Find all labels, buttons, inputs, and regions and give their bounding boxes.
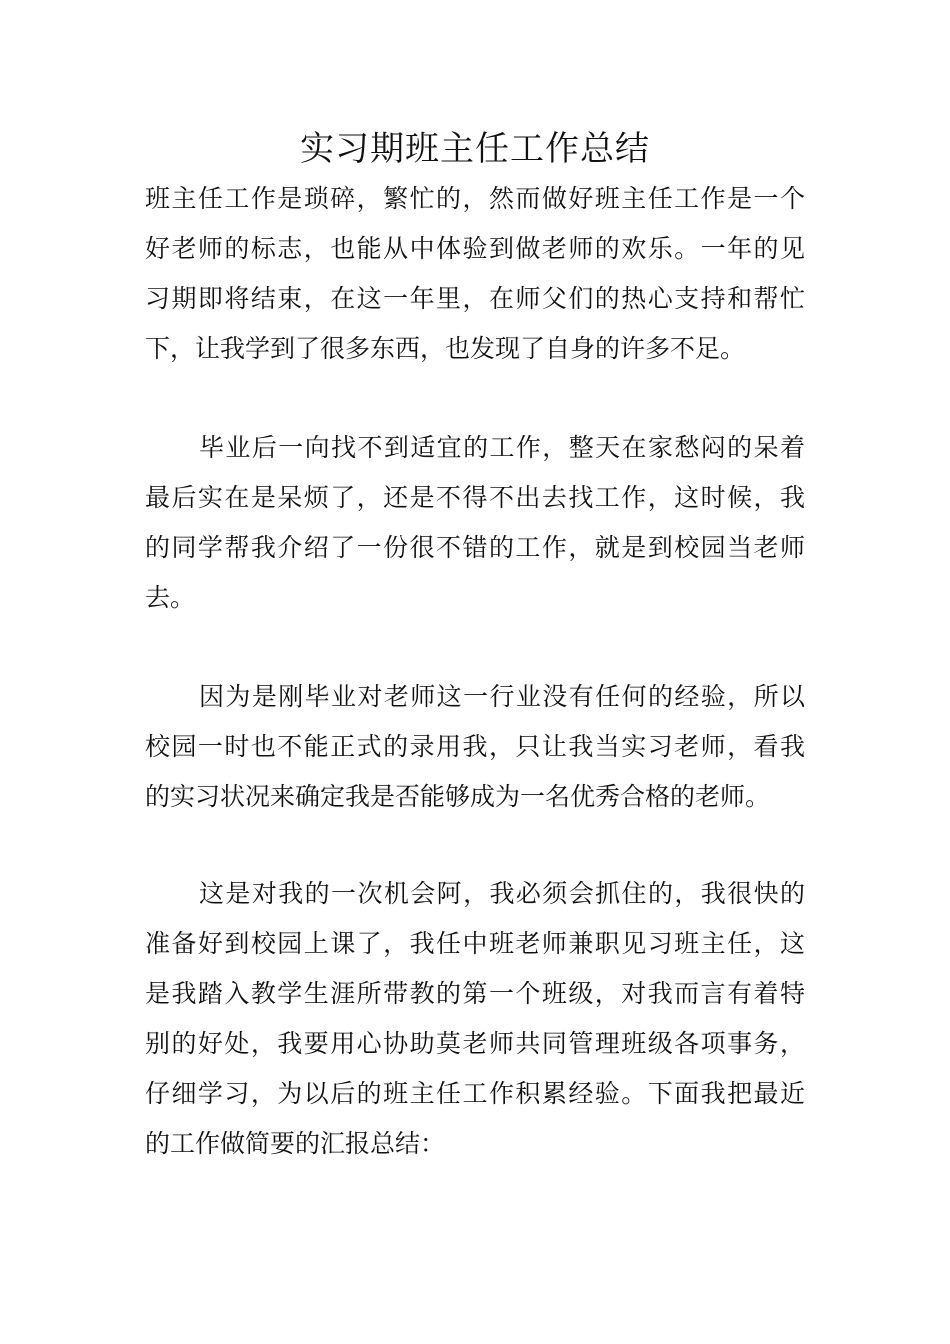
text-line: 班主任工作是琐碎，繁忙的，然而做好班主任工作是一个 bbox=[145, 184, 805, 213]
text-line: 准备好到校园上课了，我任中班老师兼职见习班主任，这 bbox=[145, 929, 805, 958]
paragraph-1 bbox=[145, 174, 805, 374]
text-line: 因为是刚毕业对老师这一行业没有任何的经验，所以 bbox=[199, 682, 805, 711]
text-line: 毕业后一向找不到适宜的工作，整天在家愁闷的呆着 bbox=[199, 433, 805, 462]
text-line: 别的好处，我要用心协助莫老师共同管理班级各项事务， bbox=[145, 1029, 805, 1058]
paragraph-4 bbox=[145, 869, 805, 1169]
text-line: 这是对我的一次机会阿，我必须会抓住的，我很快的 bbox=[199, 879, 805, 908]
text-line: 是我踏入教学生涯所带教的第一个班级，对我而言有着特 bbox=[145, 979, 805, 1008]
text-line: 的实习状况来确定我是否能够成为一名优秀合格的老师。 bbox=[145, 782, 771, 811]
paragraph-2 bbox=[145, 423, 805, 623]
paragraph-3 bbox=[145, 672, 805, 822]
text-line: 去。 bbox=[145, 583, 196, 612]
text-line: 的工作做简要的汇报总结： bbox=[145, 1129, 446, 1158]
text-line: 最后实在是呆烦了，还是不得不出去找工作，这时候，我 bbox=[145, 483, 805, 512]
text-line: 习期即将结束，在这一年里，在师父们的热心支持和帮忙 bbox=[145, 284, 805, 313]
text-line: 校园一时也不能正式的录用我，只让我当实习老师，看我 bbox=[145, 732, 805, 761]
text-line: 仔细学习，为以后的班主任工作积累经验。下面我把最近 bbox=[145, 1079, 805, 1108]
document-title: 实习期班主任工作总结 bbox=[300, 129, 650, 169]
text-line: 好老师的标志，也能从中体验到做老师的欢乐。一年的见 bbox=[145, 234, 805, 263]
text-line: 的同学帮我介绍了一份很不错的工作，就是到校园当老师 bbox=[145, 533, 805, 562]
text-line: 下，让我学到了很多东西，也发现了自身的许多不足。 bbox=[145, 334, 746, 363]
